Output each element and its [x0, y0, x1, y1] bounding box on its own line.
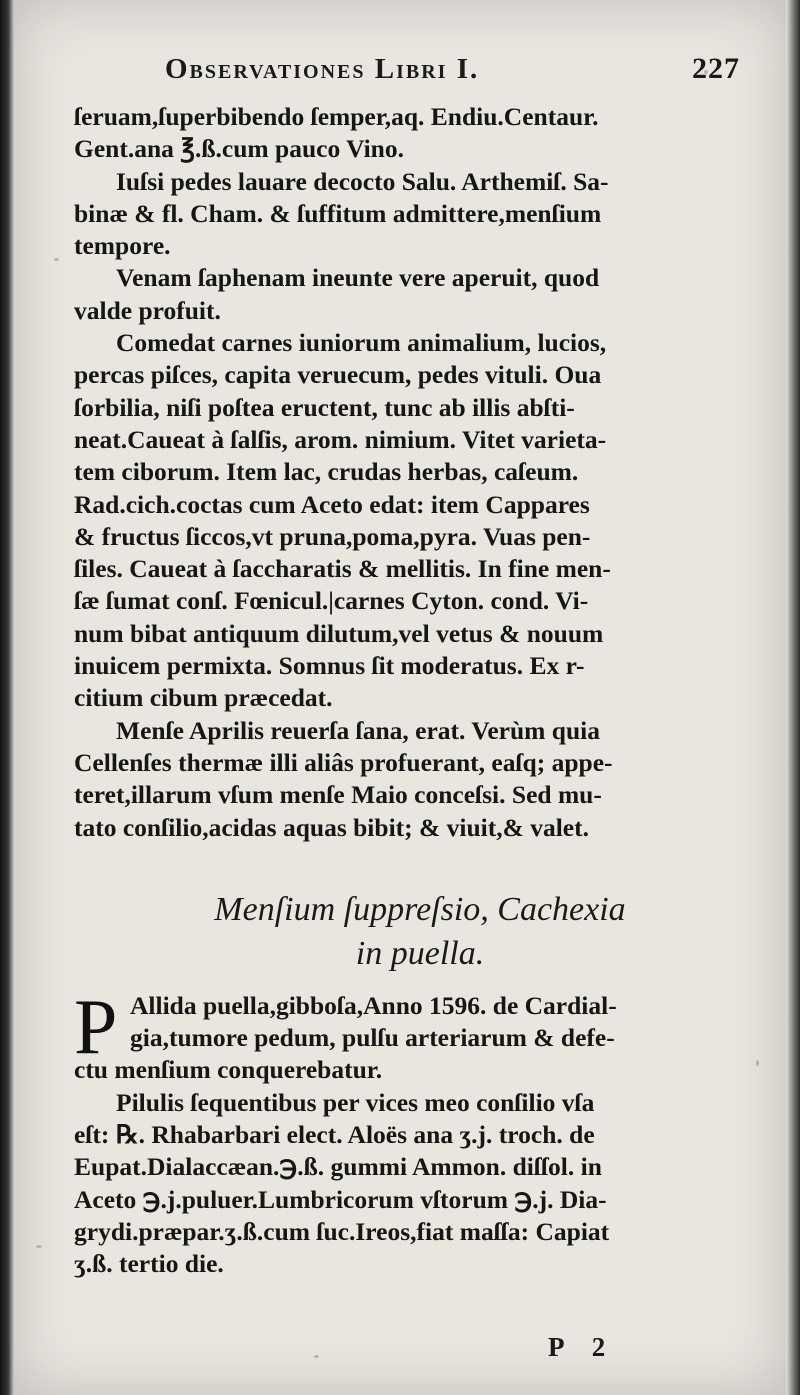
text-line: inuicem permixta. Somnus ſit moderatus. Ex r- — [74, 651, 585, 681]
text-line: Pilulis ſequentibus per vices meo conſilio vſa — [116, 1087, 595, 1117]
text-line: ctu menſium conquerebatur. — [74, 1055, 383, 1085]
text-line: Aceto ℈.j.puluer.Lumbricorum vſtorum ℈.j. Dia- — [74, 1184, 607, 1214]
book-gutter-left — [0, 0, 14, 1395]
text-line: ſæ ſumat conſ. Fœnicul.|carnes Cyton. cond. Vi- — [74, 586, 589, 616]
running-title: Observationes Libri I. — [165, 53, 480, 85]
paragraph — [74, 1087, 726, 1281]
text-line: Eupat.Dialaccæan.℈.ß. gummi Ammon. diſſol. in — [74, 1152, 602, 1182]
text-line: tempore. — [74, 231, 171, 261]
text-line: neat.Caueat à ſalſis, arom. nimium. Vitet varieta- — [74, 424, 607, 454]
text-line: num bibat antiquum dilutum,vel vetus & nouum — [74, 618, 604, 648]
paragraph — [74, 982, 726, 1087]
text-line: & fructus ſiccos,vt pruna,poma,pyra. Vuas pen- — [74, 521, 591, 551]
text-line: Menſe Aprilis reuerſa ſana, erat. Verùm quia — [116, 715, 601, 745]
paragraph — [74, 101, 726, 166]
text-line: binæ & fl. Cham. & ſuffitum admittere,menſium — [74, 198, 602, 228]
text-line: percas piſces, capita veruecum, pedes vituli. Oua — [74, 360, 602, 390]
text-line: Gent.ana ℥.ß.cum pauco Vino. — [74, 134, 404, 164]
text-line: ʒ.ß. tertio die. — [74, 1249, 224, 1279]
text-line: Comedat carnes iuniorum animalium, lucios, — [116, 328, 607, 358]
text-line: tato conſilio,acidas aquas bibit; & viuit,& valet. — [74, 812, 589, 842]
text-line: Rad.cich.coctas cum Aceto edat: item Cappares — [74, 489, 590, 519]
text-line: citium cibum præcedat. — [74, 683, 333, 713]
text-line: Cellenſes thermæ illi aliâs profuerant, eaſq; appe- — [74, 747, 613, 777]
page-number: 227 — [692, 52, 740, 85]
paper-speck — [314, 1355, 319, 1358]
text-line: valde profuit. — [74, 295, 221, 325]
text-line: teret,illarum vſum menſe Maio conceſsi. Sed mu- — [74, 780, 602, 810]
text-line: ſorbilia, niſi poſtea eructent, tunc ab illis abſti- — [74, 392, 575, 422]
paragraph — [74, 166, 726, 263]
drop-cap: P — [74, 982, 118, 1070]
text-line: tem ciborum. Item lac, crudas herbas, caſeum. — [74, 457, 579, 487]
text-line: gia,tumore pedum, pulſu arteriarum & defe- — [130, 1023, 615, 1053]
section-heading-line: Menſium ſuppreſsio, Cachexia — [214, 890, 626, 928]
text-line: grydi.præpar.ʒ.ß.cum ſuc.Ireos,fiat maſſa: Capiat — [74, 1216, 610, 1246]
paragraph — [74, 262, 726, 327]
text-line: Venam ſaphenam ineunte vere aperuit, quod — [116, 263, 600, 293]
page-body — [74, 101, 726, 1281]
signature-mark: P 2 — [548, 1332, 606, 1362]
paragraph — [74, 715, 726, 844]
paragraph — [74, 327, 726, 715]
section-heading-line: in puella. — [355, 934, 485, 972]
paper-speck — [54, 258, 59, 261]
text-line: Iuſsi pedes lauare decocto Salu. Arthemiſ. Sa- — [116, 166, 609, 196]
section-heading — [74, 888, 726, 976]
text-line: ſeruam,ſuperbibendo ſemper,aq. Endiu.Centaur. — [74, 102, 599, 131]
book-edge-right — [786, 0, 800, 1395]
text-line: Allida puella,gibboſa,Anno 1596. de Cardial- — [130, 990, 617, 1020]
text-line: ſiles. Caueat à ſaccharatis & mellitis. In fine men- — [74, 554, 611, 584]
running-header — [165, 52, 740, 96]
paper-speck — [756, 1060, 759, 1066]
text-line: eſt: ℞. Rhabarbari elect. Aloës ana ʒ.j. troch. de — [74, 1120, 595, 1150]
paper-speck — [36, 1245, 42, 1248]
